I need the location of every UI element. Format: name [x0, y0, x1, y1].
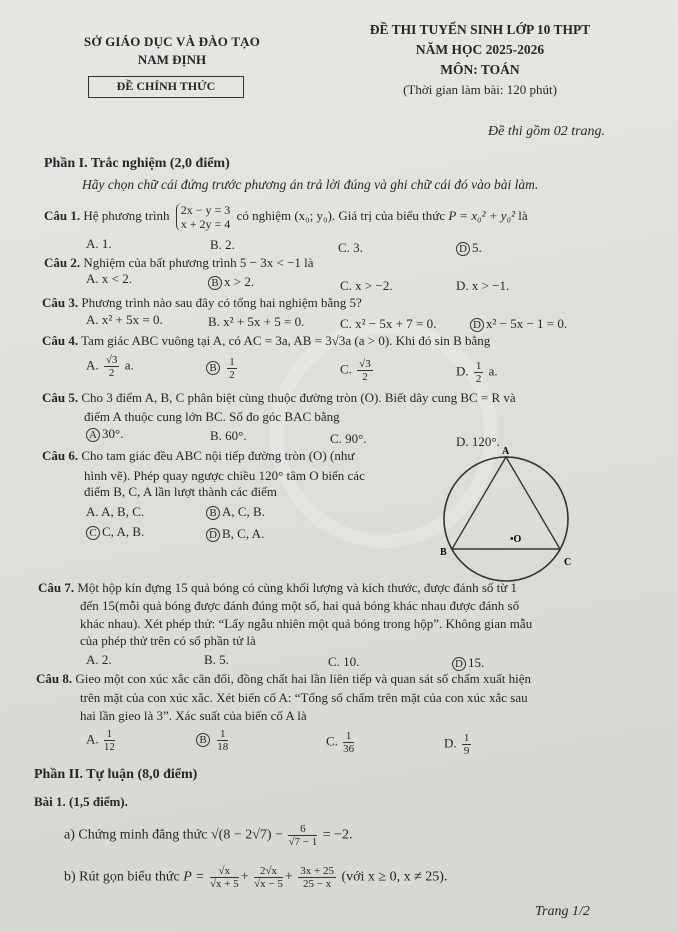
- q4-c-num: √3: [359, 358, 371, 370]
- q8-b-num: 1: [217, 728, 228, 741]
- q1-mark-d: D: [456, 242, 470, 256]
- q1-expr: P = x₀² + y₀²: [448, 207, 515, 223]
- q8-a-frac: [104, 728, 115, 753]
- bai1-b2-num: 2√x: [254, 865, 283, 878]
- question-1: [44, 203, 528, 231]
- department-header: [52, 34, 292, 68]
- bai1-b-frac2: [254, 865, 283, 890]
- q8-d-label: D.: [444, 735, 457, 751]
- q8-c-label: C.: [326, 733, 338, 749]
- q3-mark-d: D: [470, 318, 484, 332]
- q4-c-label: C.: [340, 361, 352, 377]
- q5-opt-a-text: 30°.: [102, 426, 124, 441]
- q5-opt-c: C. 90°.: [330, 431, 367, 446]
- q3-text: Phương trình nào sau đây có tổng hai nghiệm bằng 5?: [81, 295, 362, 310]
- q8-opt-c: [326, 730, 356, 755]
- q4-d-frac: [474, 360, 484, 385]
- q1-system: [176, 203, 231, 231]
- q8-d-num: 1: [463, 732, 470, 744]
- bai1-a-expr2: = −2.: [322, 827, 353, 843]
- part2-title: Phần II. Tự luận (8,0 điểm): [34, 767, 198, 782]
- q2-mark-b: B: [208, 276, 222, 290]
- q3-opt-d: [470, 316, 567, 332]
- q7-mark-d: D: [452, 657, 466, 671]
- q3-opt-d-text: x² − 5x − 1 = 0.: [486, 316, 568, 331]
- bai1-b1-den: √x + 5: [209, 878, 239, 890]
- q4-opt-c: [340, 358, 375, 383]
- q4-b-num: 1: [229, 356, 235, 368]
- q3-opt-c: C. x² − 5x + 7 = 0.: [340, 316, 437, 331]
- q6-opt-c-text: C, A, B.: [102, 524, 145, 539]
- q6-opt-d: [206, 526, 264, 542]
- q5-opt-a: [86, 426, 123, 442]
- fig-label-a: A: [502, 446, 510, 457]
- bai1-a-den: √7 − 1: [288, 836, 318, 848]
- q6-opt-d-text: B, C, A.: [222, 526, 265, 541]
- q1-opt-d: [456, 240, 482, 256]
- q4-b-den: 2: [229, 369, 235, 381]
- bai1-b1-num: √x: [210, 865, 239, 878]
- q2-text: Nghiệm của bất phương trình 5 − 3x < −1 là: [83, 255, 314, 270]
- bai1-a-text: a) Chứng minh đẳng thức: [64, 827, 208, 843]
- page-number: Trang 1/2: [535, 904, 590, 919]
- q8-a-num: 1: [104, 728, 115, 741]
- q2-opt-c: C. x > −2.: [340, 278, 393, 293]
- q2-opt-b: [208, 274, 254, 290]
- q8-b-den: 18: [217, 741, 229, 753]
- q7-label: Câu 7.: [38, 580, 75, 595]
- q5-mark-a: A: [86, 428, 100, 442]
- fig-label-b: B: [440, 547, 447, 558]
- circle-o: [444, 457, 568, 581]
- exam-title: ĐỀ THI TUYỂN SINH LỚP 10 THPT: [369, 22, 591, 37]
- q2-label: Câu 2.: [44, 255, 81, 270]
- q6-label: Câu 6.: [42, 448, 79, 463]
- q8-a-label: A.: [86, 731, 99, 747]
- q7-opt-b: B. 5.: [204, 652, 229, 667]
- q8-opt-d: [444, 732, 473, 757]
- question-7: [38, 580, 517, 596]
- q7-opt-c: C. 10.: [328, 654, 360, 669]
- bai1-b-cond: (với x ≥ 0, x ≠ 25).: [341, 869, 448, 885]
- q4-c-den: 2: [362, 371, 368, 383]
- q7-text2: đến 15(mỗi quả bóng được đánh đúng một số, hai quả bóng khác nhau được đánh số: [80, 598, 520, 613]
- bai1-a-expr1: √(8 − 2√7) −: [211, 827, 283, 843]
- q1-opt-a: A. 1.: [86, 236, 112, 251]
- q5-opt-d: D. 120°.: [456, 434, 500, 449]
- q6-text2: hình vẽ). Phép quay ngược chiều 120° tâm O biến các: [84, 468, 365, 483]
- q3-opt-a: A. x² + 5x = 0.: [86, 312, 163, 327]
- q4-opt-b: [206, 356, 239, 381]
- q6-opt-b: [206, 504, 265, 520]
- q8-text2: trên mặt của con xúc xắc. Xét biến cố A: “Tổng số chấm trên mặt của con xúc xắc sau: [80, 690, 528, 705]
- department-name: SỞ GIÁO DỤC VÀ ĐÀO TẠO: [83, 34, 261, 49]
- bai1-a-num: 6: [288, 823, 317, 836]
- bai1-b3-den: 25 − x: [303, 878, 332, 890]
- q6-text1: Cho tam giác đều ABC nội tiếp đường tròn (O) (như: [81, 448, 355, 463]
- q6-opt-a: A. A, B, C.: [86, 504, 145, 519]
- bai1-part-a: [64, 823, 353, 848]
- q8-c-den: 36: [343, 743, 355, 755]
- q1-text-a: Hệ phương trình: [83, 207, 170, 223]
- bai1-b3-num: 3x + 25: [300, 865, 334, 877]
- q1-text-c: là: [518, 207, 528, 223]
- subject: MÔN: TOÁN: [440, 62, 520, 77]
- bai1-b-p: P =: [183, 869, 205, 885]
- official-label: ĐỀ CHÍNH THỨC: [88, 76, 244, 98]
- part1-title: Phần I. Trắc nghiệm (2,0 điểm): [44, 156, 230, 171]
- q5-text1: Cho 3 điểm A, B, C phân biệt cùng thuộc đường tròn (O). Biết dây cung BC = R và: [81, 390, 516, 405]
- q2-opt-d: D. x > −1.: [456, 278, 510, 293]
- school-year: NĂM HỌC 2025-2026: [415, 42, 545, 57]
- q8-mark-b: B: [196, 733, 210, 747]
- q1-opt-b: B. 2.: [210, 237, 235, 252]
- q4-a-label: A.: [86, 357, 99, 373]
- triangle-circle-figure: [430, 445, 580, 590]
- province-name: NAM ĐỊNH: [137, 52, 207, 67]
- q3-label: Câu 3.: [42, 295, 79, 310]
- q8-text3: hai lần gieo là 3”. Xác suất của biến cố A là: [80, 708, 307, 723]
- q6-mark-d: D: [206, 528, 220, 542]
- question-2: [44, 255, 314, 271]
- q1-label: Câu 1.: [44, 207, 81, 223]
- q8-label: Câu 8.: [36, 671, 73, 686]
- q4-c-frac: [357, 358, 373, 383]
- q4-a-frac: [104, 354, 120, 379]
- q8-d-den: 9: [463, 745, 470, 757]
- bai1-part-b: b) Rút gọn biểu thức P = $\frac{√x}{√x + 5}$ + $\frac{2√x}{√x - 5}$ + $\frac{3x + 25}{25 - x}$ (với x ≥ 0, x ≠ 25).: [64, 865, 448, 890]
- q8-c-frac: [343, 730, 354, 755]
- q4-a-den: 2: [108, 367, 115, 379]
- q1-eq2: x + 2y = 4: [180, 217, 231, 231]
- q4-mark-b: B: [206, 361, 220, 375]
- q7-opt-a: A. 2.: [86, 652, 112, 667]
- q5-label: Câu 5.: [42, 390, 79, 405]
- q8-b-frac: [217, 728, 228, 753]
- q6-opt-b-text: A, C, B.: [222, 504, 265, 519]
- q8-a-den: 12: [103, 741, 115, 753]
- fig-label-o: •O: [510, 534, 522, 545]
- q2-opt-a: A. x < 2.: [86, 271, 132, 286]
- question-3: [42, 295, 362, 311]
- q7-text1: Một hộp kín đựng 15 quả bóng có cùng khối lượng và kích thước, được đánh số từ 1: [77, 580, 518, 595]
- question-5: [42, 390, 516, 406]
- q1-opt-c: C. 3.: [338, 240, 363, 255]
- q6-opt-c: [86, 524, 144, 540]
- q4-text: Tam giác ABC vuông tại A, có AC = 3a, AB = 3√3a (a > 0). Khi đó sin B bằng: [81, 333, 491, 348]
- q8-text1: Gieo một con xúc xắc cân đối, đồng chất hai lần liên tiếp và quan sát số chấm xuất hiện: [75, 671, 531, 686]
- q7-text3: khác nhau). Xét phép thử: “Lấy ngẫu nhiên một quả bóng trong hộp”. Không gian mẫu: [80, 616, 533, 631]
- q2-opt-b-text: x > 2.: [224, 274, 255, 289]
- q5-text2: điểm A thuộc cung lớn BC. Số đo góc BAC bằng: [84, 409, 340, 424]
- bai1-label: Bài 1. (1,5 điểm).: [34, 794, 128, 809]
- q7-opt-d-text: 15.: [468, 655, 485, 670]
- q4-a-tail: a.: [124, 357, 134, 373]
- q4-d-tail: a.: [488, 363, 498, 379]
- bai1-a-frac: [288, 823, 317, 848]
- q6-mark-b: B: [206, 506, 220, 520]
- q4-d-den: 2: [475, 373, 482, 385]
- q8-opt-b: [196, 728, 230, 753]
- question-8: [36, 671, 531, 687]
- q5-opt-b: B. 60°.: [210, 428, 247, 443]
- question-6: [42, 448, 354, 464]
- q6-text3: điểm B, C, A lần lượt thành các điểm: [84, 484, 278, 499]
- q7-opt-d: [452, 655, 484, 671]
- q4-label: Câu 4.: [42, 333, 79, 348]
- bai1-b-frac1: [210, 865, 239, 890]
- q4-d-label: D.: [456, 363, 469, 379]
- q8-c-num: 1: [343, 730, 354, 743]
- time-note: (Thời gian làm bài: 120 phút): [403, 82, 557, 97]
- q3-opt-b: B. x² + 5x + 5 = 0.: [208, 314, 305, 329]
- q1-text-b: có nghiệm (x₀; y₀). Giá trị của biểu thức: [236, 207, 446, 223]
- q7-text4: của phép thử trên có số phần tử là: [80, 633, 256, 648]
- question-4: [42, 333, 490, 349]
- q4-opt-d: [456, 360, 498, 385]
- exam-header: [330, 20, 630, 100]
- q4-b-frac: [227, 356, 237, 381]
- part1-instruction: Hãy chọn chữ cái đứng trước phương án trả lời đúng và ghi chữ cái đó vào bài làm.: [82, 177, 539, 192]
- q1-opt-d-text: 5.: [472, 240, 482, 255]
- q1-eq1: 2x − y = 3: [180, 203, 231, 217]
- bai1-b-text: b) Rút gọn biểu thức: [64, 869, 180, 885]
- q4-opt-a: [86, 354, 134, 379]
- q8-d-frac: [462, 732, 472, 757]
- q8-opt-a: [86, 728, 117, 753]
- pages-note: Đề thi gồm 02 trang.: [488, 124, 606, 139]
- bai1-b2-den: √x − 5: [254, 878, 283, 890]
- q4-a-num: √3: [105, 354, 118, 366]
- q4-d-num: 1: [475, 360, 482, 372]
- fig-label-c: C: [564, 557, 572, 568]
- q6-mark-c: C: [86, 526, 100, 540]
- bai1-title: [34, 794, 128, 810]
- bai1-b-frac3: [298, 865, 336, 890]
